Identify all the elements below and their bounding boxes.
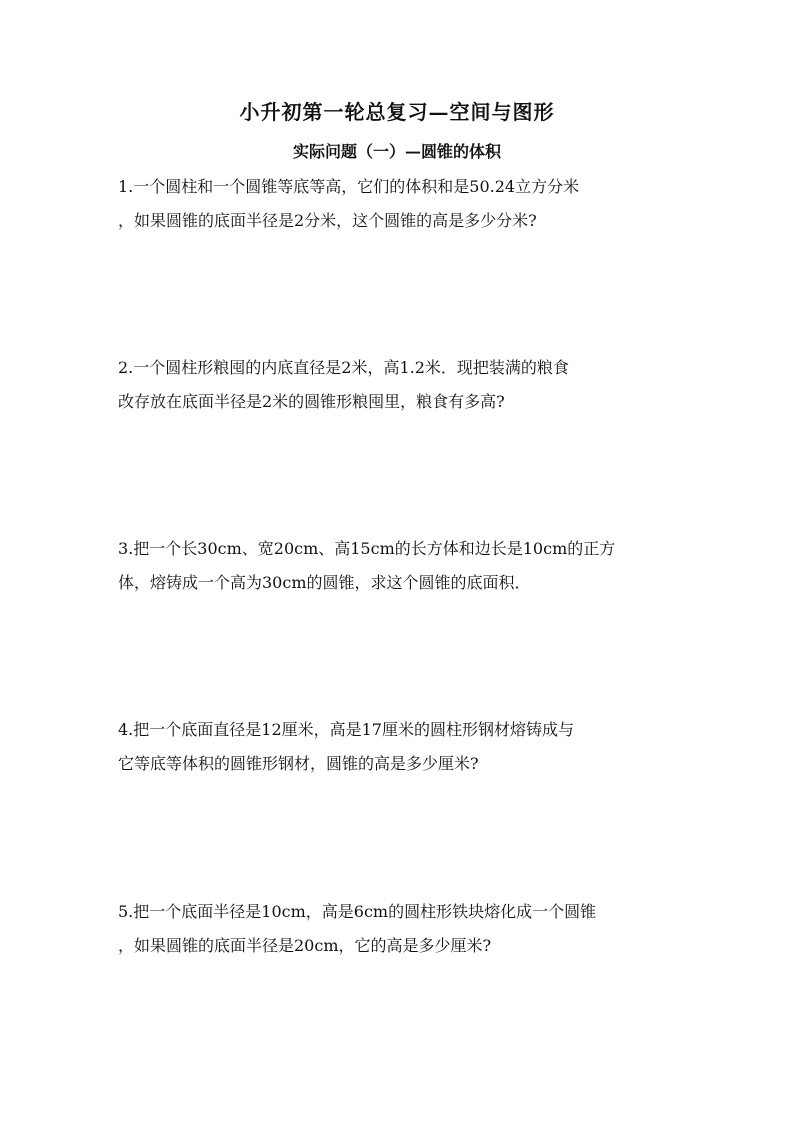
question-3	[118, 532, 688, 600]
question-2	[118, 351, 688, 419]
question-3-line-2: 体，熔铸成一个高为30cm的圆锥，求这个圆锥的底面积．	[118, 573, 531, 592]
question-5	[118, 895, 688, 963]
question-2-line-1: 2.一个圆柱形粮囤的内底直径是2米，高1.2米．现把装满的粮食	[118, 358, 569, 377]
page-subtitle: 实际问题（一）—圆锥的体积	[292, 142, 501, 161]
question-4-line-1: 4.把一个底面直径是12厘米，高是17厘米的圆柱形钢材熔铸成与	[118, 720, 574, 739]
page-title: 小升初第一轮总复习—空间与图形	[239, 100, 555, 124]
question-4	[118, 713, 688, 781]
question-1-line-2: ，如果圆锥的底面半径是2分米，这个圆锥的高是多少分米?	[118, 211, 537, 230]
question-1-line-1: 1.一个圆柱和一个圆锥等底等高，它们的体积和是50.24立方分米	[118, 177, 580, 196]
question-4-line-2: 它等底等体积的圆锥形钢材，圆锥的高是多少厘米?	[118, 754, 479, 773]
question-1	[118, 170, 688, 238]
question-3-line-1: 3.把一个长30cm、宽20cm、高15cm的长方体和边长是10cm的正方	[118, 539, 616, 558]
question-5-line-2: ，如果圆锥的底面半径是20cm，它的高是多少厘米?	[118, 936, 492, 955]
question-2-line-2: 改存放在底面半径是2米的圆锥形粮囤里，粮食有多高?	[118, 392, 505, 411]
question-5-line-1: 5.把一个底面半径是10cm，高是6cm的圆柱形铁块熔化成一个圆锥	[118, 902, 597, 921]
